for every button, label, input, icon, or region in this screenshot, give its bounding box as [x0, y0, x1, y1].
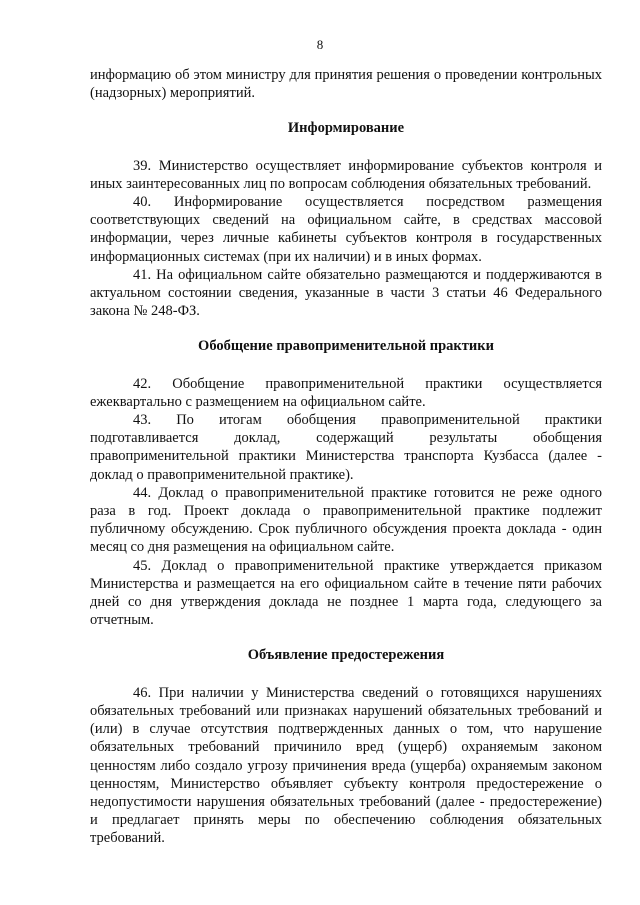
paragraph-40: 40. Информирование осуществляется посредством размещения соответствующих сведений на официальном сайте, в средствах массовой информации, через личные кабинеты субъектов контроля в государственных информационных системах (при их наличии) и в иных формах. — [90, 194, 602, 265]
page-number: 8 — [316, 37, 324, 52]
section-heading-warning: Объявление предостережения — [247, 647, 445, 664]
paragraph-43: 43. По итогам обобщения правоприменительной практики подготавливается доклад, содержащий результаты обобщения правоприменительной практики Министерства транспорта Кузбасса (далее - доклад о правоприменительной практике). — [90, 412, 602, 483]
paragraph-41: 41. На официальном сайте обязательно размещаются и поддерживаются в актуальном состоянии сведения, указанные в части 3 статьи 46 Федерального закона № 248-ФЗ. — [90, 266, 602, 320]
document-body — [90, 66, 602, 848]
paragraph-continuation: информацию об этом министру для принятия решения о проведении контрольных (надзорных) мероприятий. — [90, 67, 602, 102]
section-heading-practice-summary: Обобщение правоприменительной практики — [198, 338, 494, 355]
paragraph-46: 46. При наличии у Министерства сведений о готовящихся нарушениях обязательных требований или признаках нарушений обязательных требований и (или) в случае отсутствия подтвержденных данных о том, что нарушение обязательных требований причинило вред (ущерб) охраняемым законом ценностям либо создало угрозу причинения вреда (ущерба) охраняемым законом ценностям, Министерство объявляет субъекту контроля предостережение о недопустимости нарушения обязательных требований (далее - предостережение) и предлагает принять меры по обеспечению соблюдения обязательных требований. — [90, 684, 602, 847]
paragraph-39: 39. Министерство осуществляет информирование субъектов контроля и иных заинтересованных лиц по вопросам соблюдения обязательных требований. — [90, 157, 602, 192]
paragraph-44: 44. Доклад о правоприменительной практике готовится не реже одного раза в год. Проект доклада о правоприменительной практике подлежит публичному обсуждению. Срок публичного обсуждения проекта доклада - один месяц со дня размещения на официальном сайте. — [90, 484, 602, 556]
paragraph-45: 45. Доклад о правоприменительной практике утверждается приказом Министерства и размещается на его официальном сайте в течение пяти рабочих дней со дня утверждения доклада не позднее 1 марта года, следующего за отчетным. — [90, 557, 602, 629]
paragraph-42: 42. Обобщение правоприменительной практики осуществляется ежеквартально с размещением на официальном сайте. — [90, 375, 602, 410]
section-heading-informing: Информирование — [287, 120, 405, 137]
